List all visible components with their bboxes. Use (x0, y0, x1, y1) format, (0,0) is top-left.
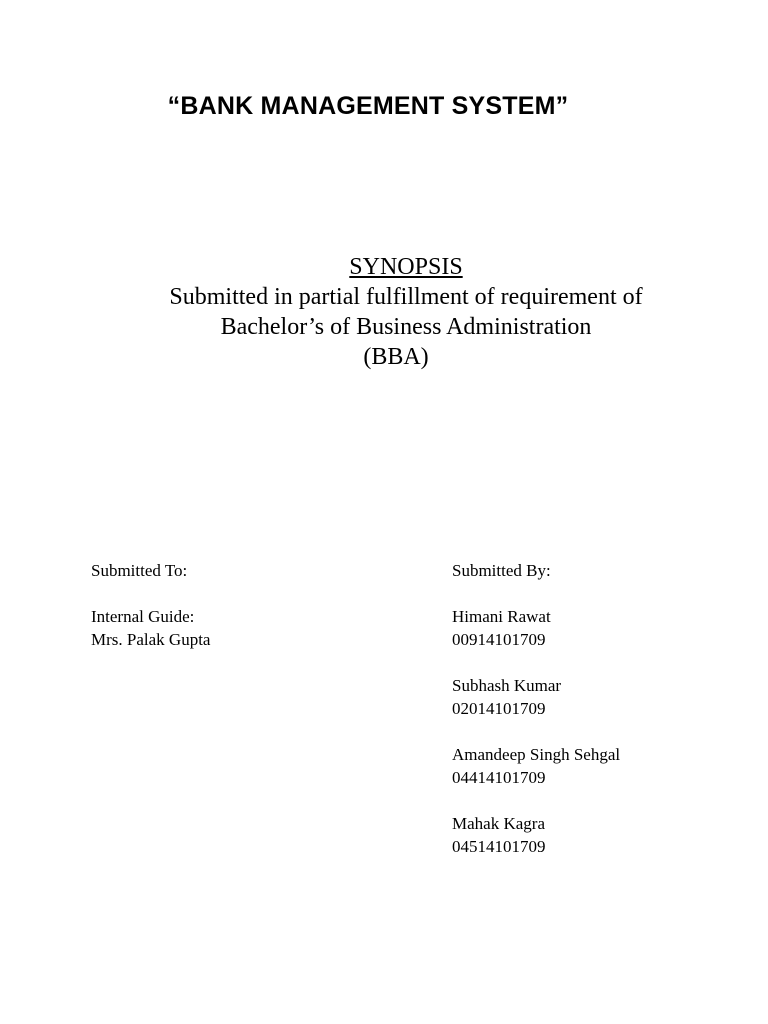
student-name: Subhash Kumar (452, 676, 562, 695)
submitted-by-label: Submitted By: (452, 561, 551, 580)
synopsis-block (100, 252, 712, 372)
synopsis-line-2: Bachelor’s of Business Administration (220, 314, 592, 340)
student-id: 02014101709 (452, 699, 546, 718)
student-id: 00914101709 (452, 630, 546, 649)
synopsis-heading: SYNOPSIS (349, 254, 463, 280)
student-name: Himani Rawat (452, 607, 551, 626)
submitted-to-label: Submitted To: (91, 561, 188, 580)
student-name: Mahak Kagra (452, 814, 545, 833)
submitted-to-section (91, 559, 391, 651)
internal-guide-label: Internal Guide: (91, 607, 195, 626)
synopsis-degree-abbr: (BBA) (363, 344, 429, 370)
synopsis-line-1: Submitted in partial fulfillment of requirement of (169, 284, 643, 310)
student-name: Amandeep Singh Sehgal (452, 745, 621, 764)
student-id: 04414101709 (452, 768, 546, 787)
submitted-by-section (452, 559, 752, 858)
student-id: 04514101709 (452, 837, 546, 856)
internal-guide-name: Mrs. Palak Gupta (91, 630, 211, 649)
document-title: “BANK MANAGEMENT SYSTEM” (167, 92, 569, 120)
